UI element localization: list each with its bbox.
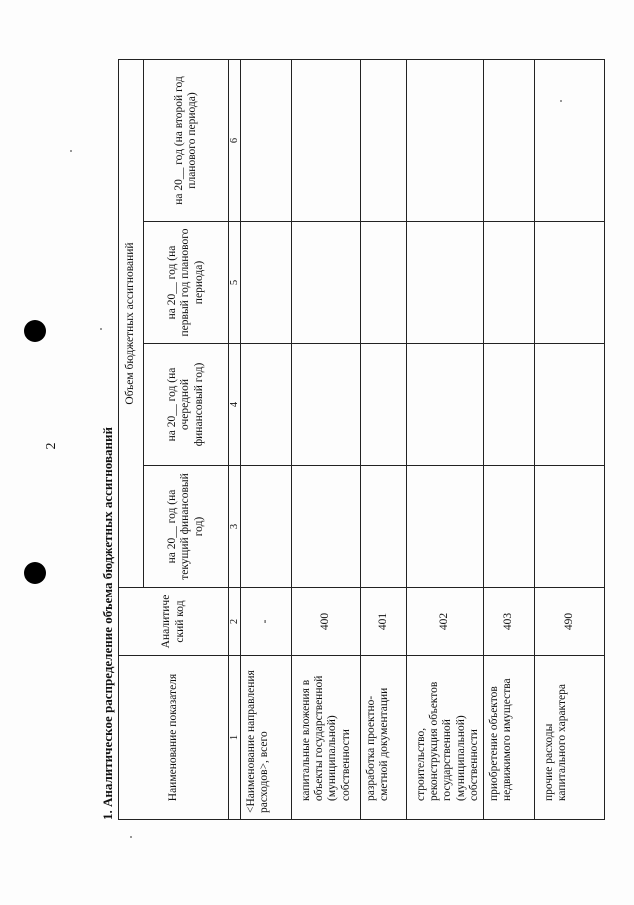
row-code: 400 <box>292 588 361 656</box>
value-cell[interactable] <box>361 344 407 466</box>
value-cell[interactable] <box>241 344 292 466</box>
period-header-current: на 20__ год (на текущий финансовый год) <box>144 466 229 588</box>
value-cell[interactable] <box>407 222 484 344</box>
table-row <box>361 59 407 819</box>
value-cell[interactable] <box>241 59 292 221</box>
indicator-name-header: Наименование показателя <box>119 656 229 820</box>
row-name: капитальные вложения в объекты государственной (муниципальной) собственности <box>292 656 361 820</box>
scan-speck <box>130 836 132 838</box>
column-number-row <box>229 59 241 819</box>
value-cell[interactable] <box>484 466 535 588</box>
value-cell[interactable] <box>535 59 605 221</box>
row-name: строительство, реконструкция объектов государственной (муниципальной) собственности <box>407 656 484 820</box>
table-row <box>292 59 361 819</box>
value-cell[interactable] <box>361 466 407 588</box>
section-heading: 1. Аналитическое распределение объема бюджетных ассигнований <box>100 427 115 820</box>
value-cell[interactable] <box>484 222 535 344</box>
row-code: 490 <box>535 588 605 656</box>
value-cell[interactable] <box>484 59 535 221</box>
budget-volume-header: Объем бюджетных ассигнований <box>119 59 144 587</box>
punch-hole <box>24 320 46 342</box>
rotated-document <box>98 60 618 820</box>
row-name: прочие расходы капитального характера <box>535 656 605 820</box>
column-number: 2 <box>229 588 241 656</box>
table-row <box>241 59 292 819</box>
row-name: <Наименование направления расходов>, всего <box>241 656 292 820</box>
column-number: 3 <box>229 466 241 588</box>
value-cell[interactable] <box>484 344 535 466</box>
column-number: 1 <box>229 656 241 820</box>
value-cell[interactable] <box>241 222 292 344</box>
row-name: приобретение объектов недвижимого имущества <box>484 656 535 820</box>
row-name: разработка проектно-сметной документации <box>361 656 407 820</box>
header-row <box>119 59 144 819</box>
scan-speck <box>70 150 72 152</box>
row-code: - <box>241 588 292 656</box>
table-row <box>535 59 605 819</box>
value-cell[interactable] <box>535 222 605 344</box>
period-header-next: на 20__ год (на очередной финансовый год) <box>144 344 229 466</box>
period-header-plan1: на 20__ год (на первый год планового периода) <box>144 222 229 344</box>
value-cell[interactable] <box>292 222 361 344</box>
row-code: 401 <box>361 588 407 656</box>
value-cell[interactable] <box>241 466 292 588</box>
row-code: 403 <box>484 588 535 656</box>
value-cell[interactable] <box>292 466 361 588</box>
value-cell[interactable] <box>361 59 407 221</box>
value-cell[interactable] <box>292 344 361 466</box>
column-number: 5 <box>229 222 241 344</box>
value-cell[interactable] <box>407 466 484 588</box>
page-number: 2 <box>44 442 59 450</box>
analytic-code-header: Аналитиче ский код <box>119 588 229 656</box>
value-cell[interactable] <box>535 466 605 588</box>
row-code: 402 <box>407 588 484 656</box>
value-cell[interactable] <box>535 344 605 466</box>
table-row <box>484 59 535 819</box>
period-header-plan2: на 20__ год (на второй год планового периода) <box>144 59 229 221</box>
column-number: 4 <box>229 344 241 466</box>
column-number: 6 <box>229 59 241 221</box>
table-row <box>407 59 484 819</box>
punch-hole <box>24 562 46 584</box>
budget-allocation-table <box>118 59 605 820</box>
value-cell[interactable] <box>407 344 484 466</box>
value-cell[interactable] <box>292 59 361 221</box>
value-cell[interactable] <box>361 222 407 344</box>
value-cell[interactable] <box>407 59 484 221</box>
